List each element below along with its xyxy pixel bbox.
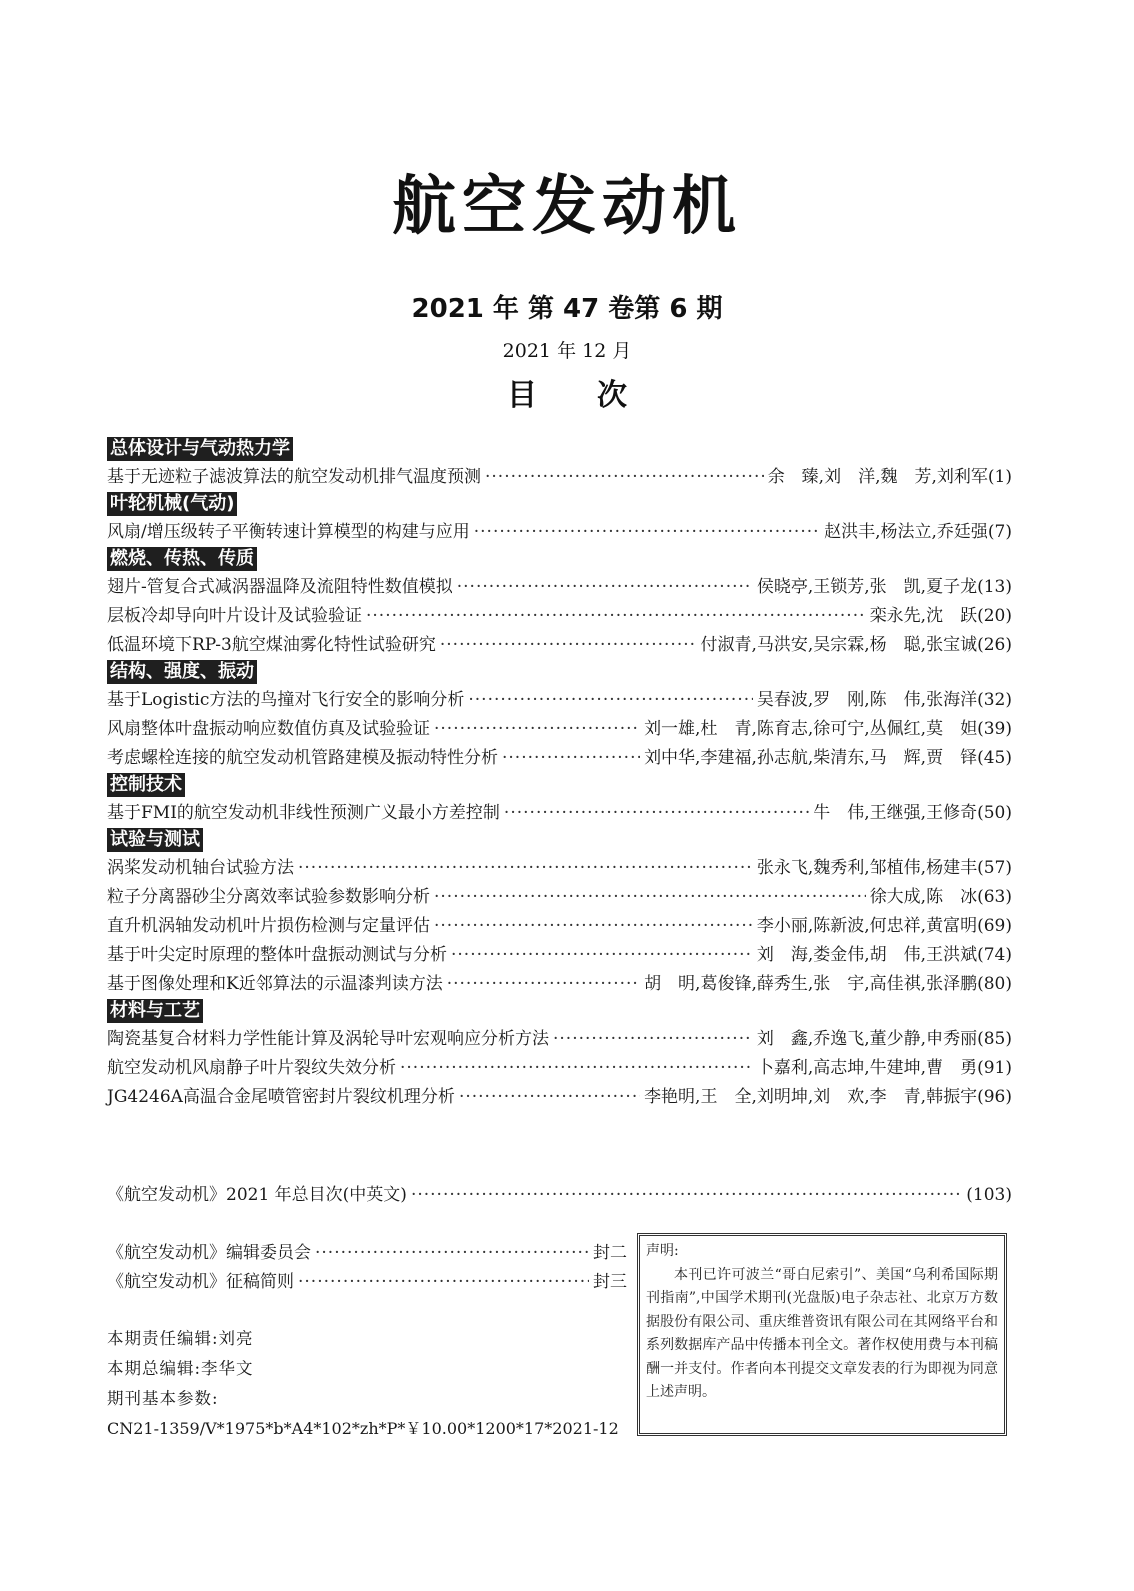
entry-page: (57) <box>977 858 1012 878</box>
toc-entry[interactable] <box>107 799 1012 828</box>
params-label: 期刊基本参数: <box>107 1389 219 1408</box>
dot-leader <box>434 715 640 744</box>
entry-authors: 卜嘉利,高志坤,牛建坤,曹 勇 <box>756 1058 978 1078</box>
entry-page: (13) <box>977 577 1012 597</box>
entry-authors: 张永飞,魏秀利,邹植伟,杨建丰 <box>756 858 978 878</box>
entry-title: 粒子分离器砂尘分离效率试验参数影响分析 <box>107 887 430 907</box>
dot-leader <box>434 883 866 912</box>
entry-authors: 栾永先,沈 跃 <box>869 606 978 626</box>
entry-title: 《航空发动机》编辑委员会 <box>107 1243 311 1263</box>
copyright-notice <box>637 1233 1007 1436</box>
dot-leader <box>447 970 640 999</box>
toc-entry[interactable] <box>107 602 1012 631</box>
toc-entry[interactable] <box>107 854 1012 883</box>
section-heading <box>107 999 1012 1023</box>
annual-index-block <box>107 1181 1012 1210</box>
entry-page: 封三 <box>593 1272 627 1292</box>
toc-entry[interactable] <box>107 883 1012 912</box>
dot-leader <box>451 941 753 970</box>
entry-title: 风扇/增压级转子平衡转速计算模型的构建与应用 <box>107 522 470 542</box>
entry-authors-page <box>700 631 1012 660</box>
entry-title: 《航空发动机》2021 年总目次(中英文) <box>107 1185 407 1205</box>
toc-title: 目次 <box>507 378 687 413</box>
toc-entry[interactable] <box>107 518 1012 547</box>
dot-leader <box>457 573 753 602</box>
dot-leader <box>315 1239 589 1268</box>
entry-title: 基于无迹粒子滤波算法的航空发动机排气温度预测 <box>107 467 481 487</box>
section-heading-label: 结构、强度、振动 <box>107 660 257 684</box>
entry-page: (32) <box>977 690 1012 710</box>
entry-page: (26) <box>977 635 1012 655</box>
annual-index-entry[interactable] <box>107 1181 1012 1210</box>
entry-authors: 刘一雄,杜 青,陈育志,徐可宁,丛佩红,莫 妲 <box>644 719 978 739</box>
entry-authors: 胡 明,葛俊锋,薛秀生,张 宇,高佳祺,张泽鹏 <box>644 974 978 994</box>
section-heading <box>107 773 1012 797</box>
section-heading <box>107 492 1012 516</box>
section-heading <box>107 547 1012 571</box>
entry-authors-page <box>644 1083 1012 1112</box>
toc-entry[interactable] <box>107 631 1012 660</box>
dot-leader <box>411 1181 962 1210</box>
toc-entry[interactable] <box>107 715 1012 744</box>
notice-body: 本刊已许可波兰“哥白尼索引”、美国“乌利希国际期刊指南”,中国学术期刊(光盘版)电子杂志社、北京万方数据股份有限公司、重庆维普资讯有限公司在其网络平台和系列数据库产品中传播本刊全文。著作权使用费与本刊稿酬一并支付。作者向本刊提交文章发表的行为即视为同意上述声明。 <box>646 1266 998 1400</box>
entry-page: (1) <box>987 467 1012 487</box>
entry-authors: 李艳明,王 全,刘明坤,刘 欢,李 青,韩振宇 <box>644 1087 978 1107</box>
toc-entry[interactable] <box>107 686 1012 715</box>
dot-leader <box>298 1268 589 1297</box>
dot-leader <box>468 686 753 715</box>
toc-entry[interactable] <box>107 912 1012 941</box>
notice-heading: 声明: <box>646 1243 679 1259</box>
chief-editor: 本期总编辑:李华文 <box>107 1359 254 1378</box>
aux-entry[interactable] <box>107 1268 627 1297</box>
table-of-contents <box>107 437 1012 1112</box>
entry-title: 基于叶尖定时原理的整体叶盘振动测试与分析 <box>107 945 447 965</box>
toc-entry[interactable] <box>107 463 1012 492</box>
dot-leader <box>298 854 753 883</box>
entry-title: 基于FMI的航空发动机非线性预测广义最小方差控制 <box>107 803 500 823</box>
toc-entry[interactable] <box>107 970 1012 999</box>
entry-authors: 刘中华,李建福,孙志航,柴清东,马 辉,贾 铎 <box>644 748 978 768</box>
section-heading-label: 试验与测试 <box>107 828 203 852</box>
entry-title: 《航空发动机》征稿简则 <box>107 1272 294 1292</box>
entry-authors-page <box>757 1054 1012 1083</box>
entry-authors-page <box>768 463 1012 492</box>
section-heading-label: 控制技术 <box>107 773 185 797</box>
entry-page: (85) <box>977 1029 1012 1049</box>
entry-page: (50) <box>977 803 1012 823</box>
entry-authors-page <box>870 883 1012 912</box>
entry-authors: 赵洪丰,杨法立,乔廷强 <box>824 522 988 542</box>
entry-page: (74) <box>977 945 1012 965</box>
entry-title: 直升机涡轴发动机叶片损伤检测与定量评估 <box>107 916 430 936</box>
entry-title: 低温环境下RP-3航空煤油雾化特性试验研究 <box>107 635 436 655</box>
params-value: CN21-1359/V*1975*b*A4*102*zh*P*￥10.00*1200*17*2021-12 <box>107 1419 619 1438</box>
entry-page: (103) <box>966 1185 1012 1205</box>
entry-authors: 李小丽,陈新波,何忠祥,黄富明 <box>756 916 978 936</box>
section-heading <box>107 660 1012 684</box>
entry-authors: 刘 海,娄金伟,胡 伟,王洪斌 <box>756 945 978 965</box>
entry-authors-page <box>757 573 1012 602</box>
date-line: 2021 年 12 月 <box>502 340 632 362</box>
entry-authors-page <box>757 854 1012 883</box>
entry-authors: 牛 伟,王继强,王修奇 <box>813 803 978 823</box>
dot-leader <box>474 518 820 547</box>
entry-authors-page <box>644 744 1012 773</box>
dot-leader <box>459 1083 640 1112</box>
entry-title: 基于Logistic方法的鸟撞对飞行安全的影响分析 <box>107 690 465 710</box>
entry-authors-page <box>757 912 1012 941</box>
entry-authors-page <box>813 799 1012 828</box>
dot-leader <box>366 602 866 631</box>
section-heading-label: 总体设计与气动热力学 <box>107 437 293 461</box>
entry-authors-page <box>644 715 1012 744</box>
entry-title: 风扇整体叶盘振动响应数值仿真及试验验证 <box>107 719 430 739</box>
entry-page: (39) <box>977 719 1012 739</box>
toc-entry[interactable] <box>107 1083 1012 1112</box>
entry-title: 层板冷却导向叶片设计及试验验证 <box>107 606 362 626</box>
toc-entry[interactable] <box>107 744 1012 773</box>
entry-authors-page <box>757 941 1012 970</box>
dot-leader <box>440 631 697 660</box>
entry-authors-page <box>824 518 1012 547</box>
entry-authors: 徐大成,陈 冰 <box>869 887 978 907</box>
entry-page: (91) <box>977 1058 1012 1078</box>
issue-line: 2021 年 第 47 卷第 6 期 <box>411 294 723 324</box>
toc-entry[interactable] <box>107 573 1012 602</box>
entry-authors-page <box>644 970 1012 999</box>
entry-authors: 侯晓亭,王锁芳,张 凯,夏子龙 <box>756 577 978 597</box>
entry-title: 涡桨发动机轴台试验方法 <box>107 858 294 878</box>
dot-leader <box>553 1025 753 1054</box>
entry-title: 翅片-管复合式减涡器温降及流阻特性数值模拟 <box>107 577 453 597</box>
dot-leader <box>485 463 764 492</box>
dot-leader <box>400 1054 753 1083</box>
entry-page: (80) <box>977 974 1012 994</box>
toc-entry[interactable] <box>107 1025 1012 1054</box>
aux-entries <box>107 1239 627 1297</box>
editor-info <box>107 1324 637 1444</box>
entry-page: (63) <box>977 887 1012 907</box>
entry-page: 封二 <box>593 1243 627 1263</box>
toc-entry[interactable] <box>107 1054 1012 1083</box>
entry-authors-page <box>757 686 1012 715</box>
entry-title: 航空发动机风扇静子叶片裂纹失效分析 <box>107 1058 396 1078</box>
entry-title: JG4246A高温合金尾喷管密封片裂纹机理分析 <box>107 1087 455 1107</box>
entry-page: (7) <box>987 522 1012 542</box>
entry-authors: 付淑青,马洪安,吴宗霖,杨 聪,张宝诚 <box>700 635 978 655</box>
section-heading-label: 叶轮机械(气动) <box>107 492 237 516</box>
dot-leader <box>434 912 753 941</box>
entry-authors: 余 臻,刘 洋,魏 芳,刘利军 <box>767 467 988 487</box>
entry-authors-page <box>870 602 1012 631</box>
section-heading <box>107 828 1012 852</box>
entry-page: (69) <box>977 916 1012 936</box>
dot-leader <box>502 744 640 773</box>
entry-page: (20) <box>977 606 1012 626</box>
entry-page: (96) <box>977 1087 1012 1107</box>
aux-entry[interactable] <box>107 1239 627 1268</box>
entry-title: 考虑螺栓连接的航空发动机管路建模及振动特性分析 <box>107 748 498 768</box>
entry-authors: 吴春波,罗 刚,陈 伟,张海洋 <box>756 690 978 710</box>
entry-authors-page <box>757 1025 1012 1054</box>
section-heading <box>107 437 1012 461</box>
entry-title: 基于图像处理和K近邻算法的示温漆判读方法 <box>107 974 443 994</box>
section-heading-label: 燃烧、传热、传质 <box>107 547 257 571</box>
responsible-editor: 本期责任编辑:刘亮 <box>107 1329 254 1348</box>
toc-entry[interactable] <box>107 941 1012 970</box>
section-heading-label: 材料与工艺 <box>107 999 203 1023</box>
entry-page: (45) <box>977 748 1012 768</box>
journal-title: 航空发动机 <box>392 170 742 244</box>
dot-leader <box>504 799 809 828</box>
entry-title: 陶瓷基复合材料力学性能计算及涡轮导叶宏观响应分析方法 <box>107 1029 549 1049</box>
entry-authors: 刘 鑫,乔逸飞,董少静,申秀丽 <box>756 1029 978 1049</box>
